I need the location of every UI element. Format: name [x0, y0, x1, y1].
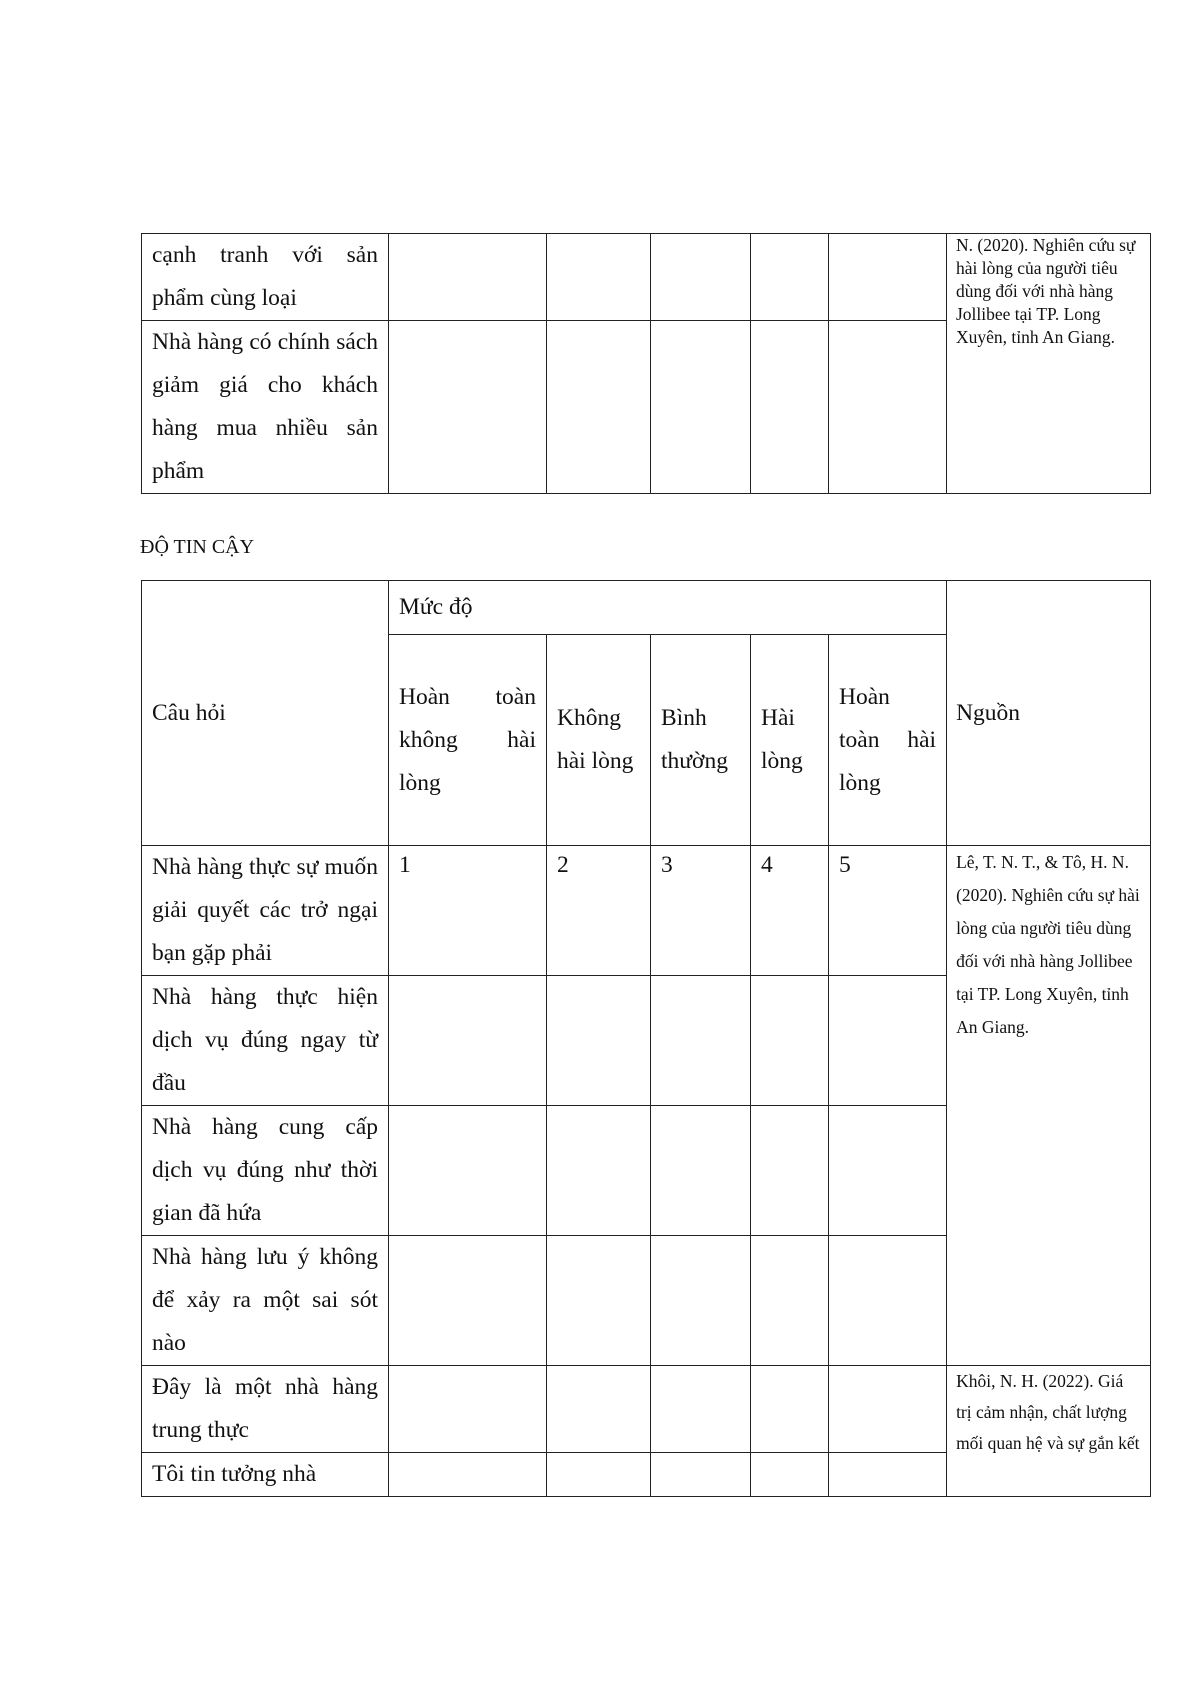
- rating-cell-5: [829, 1236, 947, 1366]
- rating-cell-4: [751, 1366, 829, 1453]
- header-level-3: Bình thường: [651, 635, 751, 846]
- rating-cell-2: [547, 321, 651, 494]
- rating-cell-1: [389, 1106, 547, 1236]
- rating-cell-3: [651, 234, 751, 321]
- rating-cell-2: [547, 234, 651, 321]
- rating-cell-4: [751, 1453, 829, 1497]
- rating-cell-5: [829, 1453, 947, 1497]
- question-cell: Nhà hàng cung cấp dịch vụ đúng như thời gian đã hứa: [142, 1106, 389, 1236]
- rating-cell-4: [751, 321, 829, 494]
- question-cell: Tôi tin tưởng nhà: [142, 1453, 389, 1497]
- rating-cell-3: [651, 1236, 751, 1366]
- rating-cell-4: [751, 976, 829, 1106]
- rating-cell-1: [389, 234, 547, 321]
- header-level-2: Không hài lòng: [547, 635, 651, 846]
- scale-value-5: 5: [829, 846, 947, 976]
- header-source: Nguồn: [947, 581, 1151, 846]
- rating-cell-2: [547, 1236, 651, 1366]
- continued-survey-table: [141, 233, 1151, 494]
- rating-cell-5: [829, 321, 947, 494]
- question-cell: Nhà hàng lưu ý không để xảy ra một sai sót nào: [142, 1236, 389, 1366]
- rating-cell-3: [651, 1453, 751, 1497]
- question-cell: Nhà hàng thực sự muốn giải quyết các trở ngại bạn gặp phải: [142, 846, 389, 976]
- rating-cell-2: [547, 1453, 651, 1497]
- rating-cell-3: [651, 1366, 751, 1453]
- header-level-5: Hoàn toàn hài lòng: [829, 635, 947, 846]
- header-level-1: Hoàn toàn không hài lòng: [389, 635, 547, 846]
- rating-cell-1: [389, 1453, 547, 1497]
- header-question: Câu hỏi: [142, 581, 389, 846]
- scale-value-3: 3: [651, 846, 751, 976]
- rating-cell-1: [389, 1236, 547, 1366]
- source-cell: Khôi, N. H. (2022). Giá trị cảm nhận, chất lượng mối quan hệ và sự gắn kết: [947, 1366, 1151, 1497]
- rating-cell-5: [829, 1366, 947, 1453]
- question-cell: Đây là một nhà hàng trung thực: [142, 1366, 389, 1453]
- rating-cell-5: [829, 1106, 947, 1236]
- source-cell: Lê, T. N. T., & Tô, H. N. (2020). Nghiên cứu sự hài lòng của người tiêu dùng đối với nhà hàng Jollibee tại TP. Long Xuyên, tỉnh An Giang.: [947, 846, 1151, 1366]
- rating-cell-2: [547, 1366, 651, 1453]
- rating-cell-4: [751, 1106, 829, 1236]
- rating-cell-4: [751, 1236, 829, 1366]
- rating-cell-3: [651, 321, 751, 494]
- question-cell: Nhà hàng có chính sách giảm giá cho khách hàng mua nhiều sản phẩm: [142, 321, 389, 494]
- rating-cell-2: [547, 976, 651, 1106]
- rating-cell-4: [751, 234, 829, 321]
- rating-cell-3: [651, 1106, 751, 1236]
- rating-cell-5: [829, 976, 947, 1106]
- question-cell: Nhà hàng thực hiện dịch vụ đúng ngay từ đầu: [142, 976, 389, 1106]
- section-title: ĐỘ TIN CẬY: [140, 536, 255, 558]
- rating-cell-5: [829, 234, 947, 321]
- header-level-4: Hài lòng: [751, 635, 829, 846]
- reliability-survey-table: [141, 580, 1151, 1497]
- question-cell: cạnh tranh với sản phẩm cùng loại: [142, 234, 389, 321]
- header-level-group: Mức độ: [389, 581, 947, 635]
- scale-value-4: 4: [751, 846, 829, 976]
- rating-cell-2: [547, 1106, 651, 1236]
- scale-value-1: 1: [389, 846, 547, 976]
- source-cell: N. (2020). Nghiên cứu sự hài lòng của người tiêu dùng đối với nhà hàng Jollibee tại TP. Long Xuyên, tỉnh An Giang.: [947, 234, 1151, 494]
- rating-cell-1: [389, 1366, 547, 1453]
- scale-value-2: 2: [547, 846, 651, 976]
- rating-cell-1: [389, 321, 547, 494]
- rating-cell-1: [389, 976, 547, 1106]
- rating-cell-3: [651, 976, 751, 1106]
